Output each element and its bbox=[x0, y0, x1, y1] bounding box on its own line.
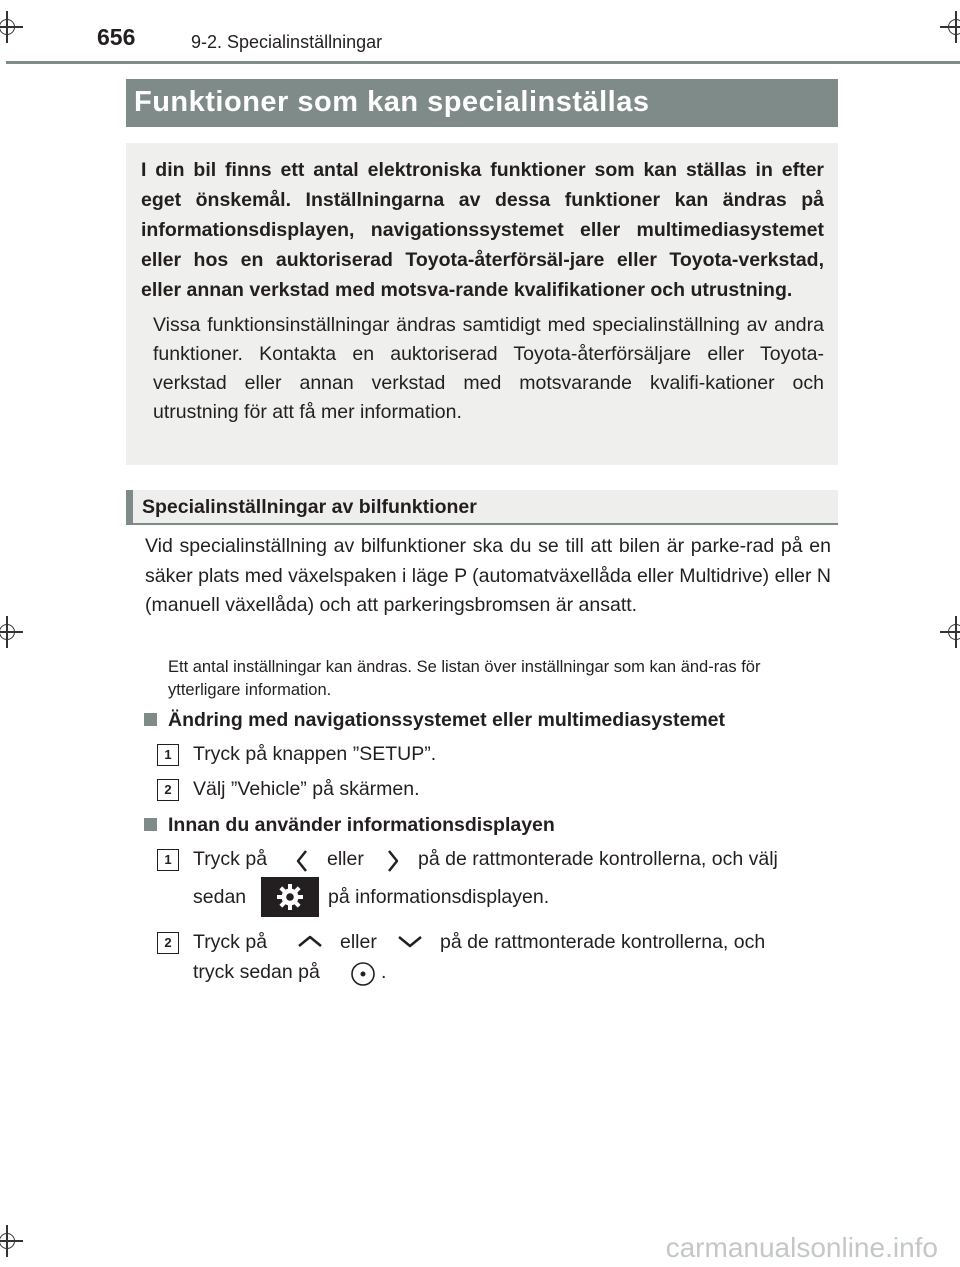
step-text-part: på de rattmonterade kontrollerna, och välj bbox=[418, 848, 778, 870]
heading-square-icon bbox=[144, 818, 157, 831]
subsection-heading bbox=[126, 490, 838, 525]
display-section-heading: Innan du använder informationsdisplayen bbox=[168, 814, 555, 836]
registration-mark-top-left bbox=[0, 11, 23, 43]
step-text-part: sedan bbox=[193, 886, 247, 908]
section-title: 9-2. Specialinställningar bbox=[191, 32, 383, 52]
subsection-title: Specialinställningar av bilfunktioner bbox=[142, 496, 477, 518]
intro-bold-text: I din bil finns ett antal elektroniska funktioner som kan ställas in efter eget önskemål. Inställningarna av dessa funktioner kan ändras på informationsdisplayen, navigationssystemet eller multimediasystemet eller hos en auktoriserad Toyota-återförsäl-jare eller Toyota-verkstad, eller annan verkstad med motsva-rande kvalifikationer och utrustning. bbox=[141, 159, 824, 301]
step-text-part: . bbox=[381, 961, 387, 983]
registration-mark-top-right bbox=[940, 11, 960, 43]
page-number: 656 bbox=[97, 24, 136, 50]
intro-normal-text: Vissa funktionsinställningar ändras samtidigt med specialinställning av andra funktioner. Kontakta en auktoriserad Toyota-återförsäljare eller Toyota-verkstad eller annan verkstad med motsvarande kvalifi-kationer och utrustning för att få mer information. bbox=[153, 314, 824, 423]
chevron-up-icon bbox=[297, 934, 323, 948]
ok-button-icon bbox=[350, 961, 376, 987]
step-text-part: tryck sedan på bbox=[193, 961, 320, 983]
subsection-paragraph: Vid specialinställning av bilfunktioner ska du se till att bilen är parke-rad på en säker plats med växelspaken i läge P (automatväxellåda eller Multidrive) eller N (manuell växellåda) och att parkeringsbromsen är ansatt. bbox=[145, 535, 831, 616]
step-text-part: eller bbox=[327, 848, 364, 870]
chevron-right-icon bbox=[386, 849, 400, 873]
step-text-part: Tryck på bbox=[193, 931, 268, 953]
chevron-left-icon bbox=[295, 849, 309, 873]
watermark: carmanualsonline.info bbox=[665, 1232, 938, 1263]
step-number: 2 bbox=[157, 932, 179, 954]
subsection-note: Ett antal inställningar kan ändras. Se listan över inställningar som kan änd-ras för ytterligare information. bbox=[168, 658, 761, 699]
registration-mark-mid-right bbox=[940, 616, 960, 648]
registration-mark-bottom-left bbox=[0, 1225, 23, 1257]
intro-panel bbox=[126, 143, 838, 465]
heading-square-icon bbox=[144, 713, 157, 726]
step-number: 2 bbox=[157, 779, 179, 801]
chevron-down-icon bbox=[397, 934, 423, 948]
nav-section-heading: Ändring med navigationssystemet eller multimediasystemet bbox=[168, 709, 726, 731]
step-text-part: på de rattmonterade kontrollerna, och bbox=[440, 931, 766, 953]
step-text-part: eller bbox=[340, 931, 377, 953]
step-text: Välj ”Vehicle” på skärmen. bbox=[193, 778, 420, 800]
step-number: 1 bbox=[157, 744, 179, 766]
step-text-part: på informationsdisplayen. bbox=[328, 886, 550, 908]
header-rule bbox=[6, 61, 960, 64]
step-text: Tryck på knappen ”SETUP”. bbox=[193, 743, 437, 765]
step-text-part: Tryck på bbox=[193, 848, 268, 870]
step-number: 1 bbox=[157, 849, 179, 871]
settings-gear-display-icon bbox=[261, 877, 319, 917]
gear-icon bbox=[275, 882, 305, 912]
page-title: Funktioner som kan specialinställas bbox=[134, 86, 650, 118]
page-title-bar bbox=[126, 79, 838, 127]
registration-mark-mid-left bbox=[0, 616, 23, 648]
